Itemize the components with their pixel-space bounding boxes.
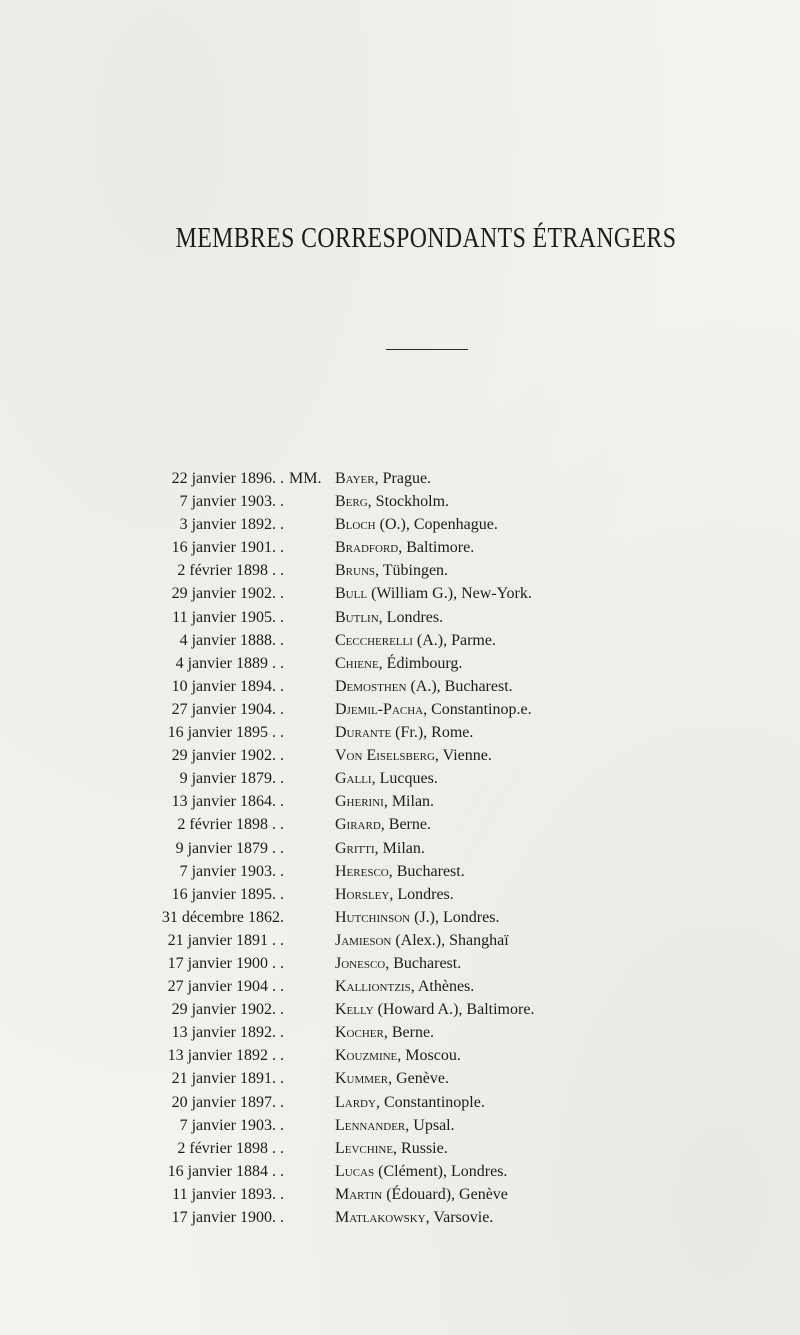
election-date: 13 janvier 1864. . [171, 793, 284, 811]
member-name: Von Eiselsberg [335, 747, 435, 765]
title-divider [386, 349, 468, 350]
member-name: Lucas [335, 1162, 375, 1180]
election-date: 17 janvier 1900. . [171, 1209, 284, 1226]
member-entry [0, 790, 800, 813]
member-entry [0, 721, 800, 744]
member-list [0, 467, 800, 1229]
member-name: Berg [335, 493, 368, 511]
member-entry [0, 490, 800, 513]
member-name: Kelly [335, 1001, 374, 1019]
member-text [335, 698, 532, 721]
member-entry [0, 952, 800, 975]
member-name: Gritti [335, 839, 375, 857]
member-details: , Genève. [388, 1070, 449, 1088]
election-date: 13 janvier 1892. . [171, 1024, 284, 1042]
election-date: 29 janvier 1902. . [171, 585, 284, 603]
member-entry [0, 1067, 800, 1090]
member-text [335, 860, 465, 883]
member-entry [0, 883, 800, 906]
election-date: 2 février 1898 . . [177, 1139, 284, 1157]
member-details: , Prague. [374, 470, 432, 487]
election-date: 29 janvier 1902. . [171, 1001, 284, 1019]
member-name: Jonesco [335, 954, 386, 972]
member-details: , Londres. [378, 608, 444, 626]
member-entry [0, 1021, 800, 1044]
member-entry [0, 652, 800, 675]
election-date: 20 janvier 1897. . [171, 1093, 284, 1111]
election-date: 22 janvier 1896. . [171, 470, 284, 487]
member-name: Bradford [335, 539, 399, 557]
election-date: 16 janvier 1895 . . [167, 724, 284, 742]
member-name: Kummer [335, 1070, 389, 1088]
member-details: (O.), Copenhague. [375, 516, 498, 534]
member-name: Martin [335, 1185, 383, 1203]
member-name: Galli [335, 770, 372, 788]
election-date: 11 janvier 1893. . [172, 1185, 284, 1203]
member-entry [0, 536, 800, 559]
member-name: Bayer [335, 470, 375, 487]
member-entry [0, 559, 800, 582]
member-text [335, 813, 431, 836]
member-entry [0, 467, 800, 490]
member-name: Demosthen [335, 677, 407, 695]
member-entry [0, 513, 800, 536]
member-entry [0, 744, 800, 767]
member-details: , Moscou. [397, 1047, 461, 1065]
member-entry [0, 860, 800, 883]
election-date: 16 janvier 1895. . [171, 885, 284, 903]
member-name: Bull [335, 585, 368, 603]
member-details: , Londres. [389, 885, 454, 903]
election-date: 21 janvier 1891 . . [167, 931, 284, 949]
member-details: , Vienne. [434, 747, 492, 765]
member-name: Levchine [335, 1139, 394, 1157]
election-date: 10 janvier 1894. . [171, 677, 284, 695]
member-name: Kalliontzis [335, 978, 411, 996]
member-text [335, 513, 498, 536]
member-entry [0, 906, 800, 929]
member-text [335, 1067, 449, 1090]
member-text [335, 906, 499, 929]
election-date: 29 janvier 1902. . [171, 747, 284, 765]
member-entry [0, 975, 800, 998]
member-name: Gherini [335, 793, 384, 811]
member-details: , Berne. [383, 1024, 435, 1042]
member-entry [0, 675, 800, 698]
member-details: , Varsovie. [425, 1209, 494, 1226]
member-entry [0, 813, 800, 836]
election-date: 16 janvier 1884 . . [167, 1162, 284, 1180]
election-date: 9 janvier 1879. . [179, 770, 284, 788]
member-text [335, 467, 431, 490]
member-details: , Constantinople. [375, 1093, 485, 1111]
election-date: 13 janvier 1892 . . [167, 1047, 284, 1065]
member-name: Kouzmine [335, 1047, 398, 1065]
member-entry [0, 1160, 800, 1183]
election-date: 4 janvier 1889 . . [175, 654, 284, 672]
member-name: Djemil-Pacha [335, 700, 424, 718]
member-text [335, 952, 461, 975]
member-text [335, 1137, 448, 1160]
member-details: (Clément), Londres. [374, 1162, 508, 1180]
member-text [335, 767, 438, 790]
member-name: Hutchinson [335, 908, 411, 926]
member-name: Bloch [335, 516, 376, 534]
member-details: , Milan. [383, 793, 435, 811]
member-name: Heresco [335, 862, 389, 880]
member-details: , Athènes. [410, 978, 475, 996]
member-details: (William G.), New-York. [367, 585, 532, 603]
member-details: (A.), Parme. [412, 631, 496, 649]
member-entry [0, 1206, 800, 1229]
member-entry [0, 1114, 800, 1137]
election-date: 7 janvier 1903. . [179, 862, 284, 880]
member-entry [0, 837, 800, 860]
member-text [335, 721, 473, 744]
election-date: 9 janvier 1879 . . [175, 839, 284, 857]
member-entry [0, 998, 800, 1021]
member-entry [0, 1044, 800, 1067]
election-date: 7 janvier 1903. . [179, 1116, 284, 1134]
member-name: Lardy [335, 1093, 376, 1111]
member-text [335, 1183, 508, 1206]
member-text [335, 1021, 434, 1044]
member-text [335, 1114, 455, 1137]
member-text [335, 1044, 461, 1067]
member-text [335, 559, 448, 582]
member-name: Girard [335, 816, 381, 834]
member-details: (J.), Londres. [410, 908, 500, 926]
member-details: , Baltimore. [398, 539, 475, 557]
member-text [335, 1091, 485, 1114]
member-details: (Édouard), Genève [382, 1185, 508, 1203]
honorific-prefix: MM. [289, 470, 322, 487]
member-details: (Howard A.), Baltimore. [373, 1001, 535, 1019]
election-date: 27 janvier 1904. . [171, 700, 284, 718]
member-name: Jamieson [335, 931, 392, 949]
member-entry [0, 582, 800, 605]
member-name: Kocher [335, 1024, 384, 1042]
election-date: 2 février 1898 . . [177, 562, 284, 580]
election-date: 4 janvier 1888. . [179, 631, 284, 649]
member-details: (Fr.), Rome. [391, 724, 474, 742]
member-details: , Berne. [380, 816, 431, 834]
member-details: (Alex.), Shanghaï [391, 931, 509, 949]
member-text [335, 629, 496, 652]
election-date: 3 janvier 1892. . [179, 516, 284, 534]
member-details: , Bucharest. [388, 862, 465, 880]
election-date: 2 février 1898 . . [177, 816, 284, 834]
member-details: , Russie. [393, 1139, 448, 1157]
member-text [335, 675, 513, 698]
election-date: 16 janvier 1901. . [171, 539, 284, 557]
member-text [335, 582, 532, 605]
election-date: 11 janvier 1905. . [172, 608, 284, 626]
election-date: 7 janvier 1903. . [179, 493, 284, 511]
member-entry [0, 767, 800, 790]
member-text [335, 975, 474, 998]
election-date: 31 décembre 1862. [161, 908, 284, 926]
member-text [335, 1206, 493, 1229]
member-text [335, 929, 509, 952]
member-text [335, 998, 534, 1021]
member-entry [0, 698, 800, 721]
member-name: Bruns [335, 562, 376, 580]
member-entry [0, 1183, 800, 1206]
member-text [335, 652, 462, 675]
member-name: Ceccherelli [335, 631, 413, 649]
member-details: (A.), Bucharest. [406, 677, 513, 695]
member-details: , Milan. [374, 839, 425, 857]
member-text [335, 606, 443, 629]
member-entry [0, 929, 800, 952]
member-details: , Lucques. [371, 770, 438, 788]
member-entry [0, 1091, 800, 1114]
member-text [335, 536, 474, 559]
election-date: 17 janvier 1900 . . [167, 954, 284, 972]
member-details: , Constantinop.e. [423, 700, 532, 718]
member-text [335, 883, 454, 906]
member-name: Horsley [335, 885, 390, 903]
member-text [335, 490, 449, 513]
member-text [335, 790, 434, 813]
member-name: Durante [335, 724, 392, 742]
page-title: MEMBRES CORRESPONDANTS ÉTRANGERS [175, 222, 677, 254]
member-text [335, 837, 425, 860]
member-details: , Tübingen. [375, 562, 449, 580]
member-name: Butlin [335, 608, 379, 626]
member-text [335, 1160, 507, 1183]
member-text [335, 744, 492, 767]
member-details: , Édimbourg. [378, 654, 463, 672]
election-date: 27 janvier 1904 . . [167, 978, 284, 996]
member-name: Chiene [335, 654, 379, 672]
member-entry [0, 1137, 800, 1160]
member-details: , Upsal. [405, 1116, 455, 1134]
member-name: Matlakowsky [335, 1209, 426, 1226]
member-entry [0, 606, 800, 629]
member-details: , Stockholm. [367, 493, 450, 511]
member-name: Lennander [335, 1116, 406, 1134]
member-entry [0, 629, 800, 652]
election-date: 21 janvier 1891. . [171, 1070, 284, 1088]
member-details: , Bucharest. [385, 954, 462, 972]
